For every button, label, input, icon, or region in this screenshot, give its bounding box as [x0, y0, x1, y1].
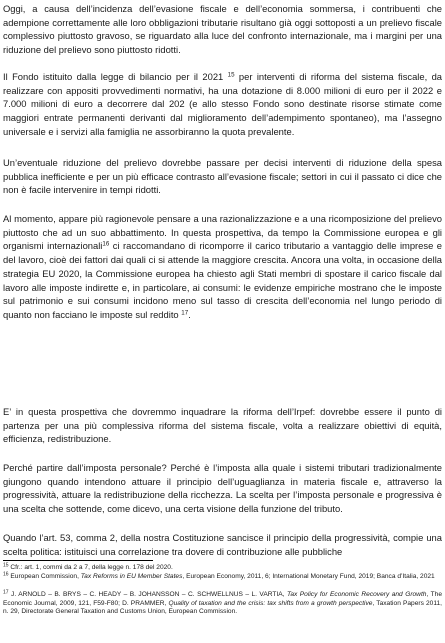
- paragraph: [3, 2, 442, 57]
- paragraph: [3, 405, 442, 446]
- text-run: Quando l’art. 53, comma 2, della nostra Costituzione sancisce il principio della progressività, compie una scelta politica: istituisci una correlazione tra dovere di contribuzione alle pubbliche: [3, 532, 442, 557]
- text-run: ci raccomandano di ricomporre il carico tributario a vantaggio delle imprese e del lavoro, cioè dei fattori dai quali ci si attende la maggiore crescita. Ancora una volta, in occasione della strategia EU 2020, la Commissione europea ha chiesto agli Stati membri di spostare il carico fiscale dal lavoro alle imposte indirette e, in particolare, ai consumi: le evidenze empiriche mostrano che le imposte sul patrimonio e sui consumi incidono meno sul tasso di crescita dell’economia nel lungo periodo di quanto non facciano le imposte sul reddito: [3, 240, 442, 320]
- footnote-ref: 16: [102, 240, 110, 248]
- italic-title: Tax Policy for Economic Recovery and Growth: [286, 591, 427, 598]
- text-run: , The Economic Journal, 2009, 121, F59-F80; D. PRAMMER,: [3, 591, 442, 607]
- text-run: , European Economy, 2011, 6; International Monetary Fund, 2019; Banca d’Italia, 2021: [182, 573, 435, 580]
- text-run: Un’eventuale riduzione del prelievo dovrebbe passare per decisi interventi di riduzione della spesa pubblica inefficiente e per un più efficace contrasto all’evasione fiscale; settori in cui il passato ci dice che non è facile intervenire in tempi ridotti.: [3, 157, 442, 196]
- paragraph: [3, 461, 442, 516]
- footnote-ref: 16: [3, 571, 9, 578]
- text-run: Cfr.: art. 1, commi da 2 a 7, della legge n. 178 del 2020.: [8, 564, 173, 571]
- footnote: [3, 564, 442, 573]
- text-run: E’ in questa prospettiva che dovremmo inquadrare la riforma dell’Irpef: dovrebbe essere il punto di partenza per una più complessiva riforma del sistema fiscale, volta a realizzare obiettivi di equità, efficienza, redistribuzione.: [3, 406, 442, 445]
- paragraph: [3, 156, 442, 197]
- footnote-ref: 15: [227, 71, 235, 79]
- text-run: per interventi di riforma del sistema fiscale, da realizzare con appositi provvedimenti normativi, ha una dotazione di 8.000 milioni di euro per il 2022 e 7.000 milioni di euro a decorrere dal 202 (e allo stesso Fondo sono destinate risorse stimate come maggiori entrate permanenti derivanti dal miglioramento dell’adempimento spontaneo), ma l’assegno universale e i servizi alla famiglia ne assorbiranno la quota prevalente.: [3, 71, 442, 137]
- paragraph: [3, 70, 442, 139]
- text-run: Perché partire dall’imposta personale? Perché è l’imposta alla quale i sistemi tributari tradizionalmente giungono quando intendono attuare il principio dell’uguaglianza in materia fiscale e, attraverso la progressività, attuare la redistribuzione della ricchezza. La scelta per l’imposta personale e progressiva è una scelta che sottende, come dicevo, una certa visione della funzione del tributo.: [3, 462, 442, 515]
- text-run: Il Fondo istituito dalla legge di bilancio per il 2021: [3, 71, 228, 82]
- footnote: [3, 591, 442, 617]
- text-run: .: [188, 308, 191, 320]
- footnote: [3, 573, 442, 582]
- text-run: , Taxation Papers 2011, n. 29, Directorate General Taxation and Customs Union, European Commission.: [3, 599, 443, 616]
- footnote-ref: 17: [181, 309, 189, 317]
- text-run: Oggi, a causa dell’incidenza dell’evasione fiscale e dell’economia sommersa, i contribuenti che adempione correttamente alle loro obbligazioni tributarie risultano già oggi sottoposti a un prelievo fiscale complessivo piuttosto gravoso, se riguardato alla luce del confronto internazionale, ma i margini per una riduzione del prelievo sono piuttosto ridotti.: [3, 3, 442, 56]
- text-run: European Commission,: [8, 573, 81, 580]
- paragraph: [3, 531, 442, 558]
- paragraph: [3, 212, 442, 322]
- text-run: Al momento, appare più ragionevole pensare a una razionalizzazione e a una ricomposizione del prelievo piuttosto che ad un suo abbattimento. In questa prospettiva, da tempo la Commissione europea e gli organismi internazionali: [3, 213, 442, 252]
- footnote-separator: [3, 560, 153, 561]
- italic-title: Tax Reforms in EU Member States: [80, 573, 183, 580]
- italic-title: Quality of taxation and the crisis: tax shifts from a growth perspective: [168, 599, 373, 607]
- footnote-ref: 17: [3, 589, 9, 596]
- footnote-ref: 15: [3, 562, 9, 569]
- text-run: J. ARNOLD – B. BRYS – C. HEADY – B. JOHANSSON – C. SCHWELLNUS – L. VARTIA,: [8, 591, 287, 598]
